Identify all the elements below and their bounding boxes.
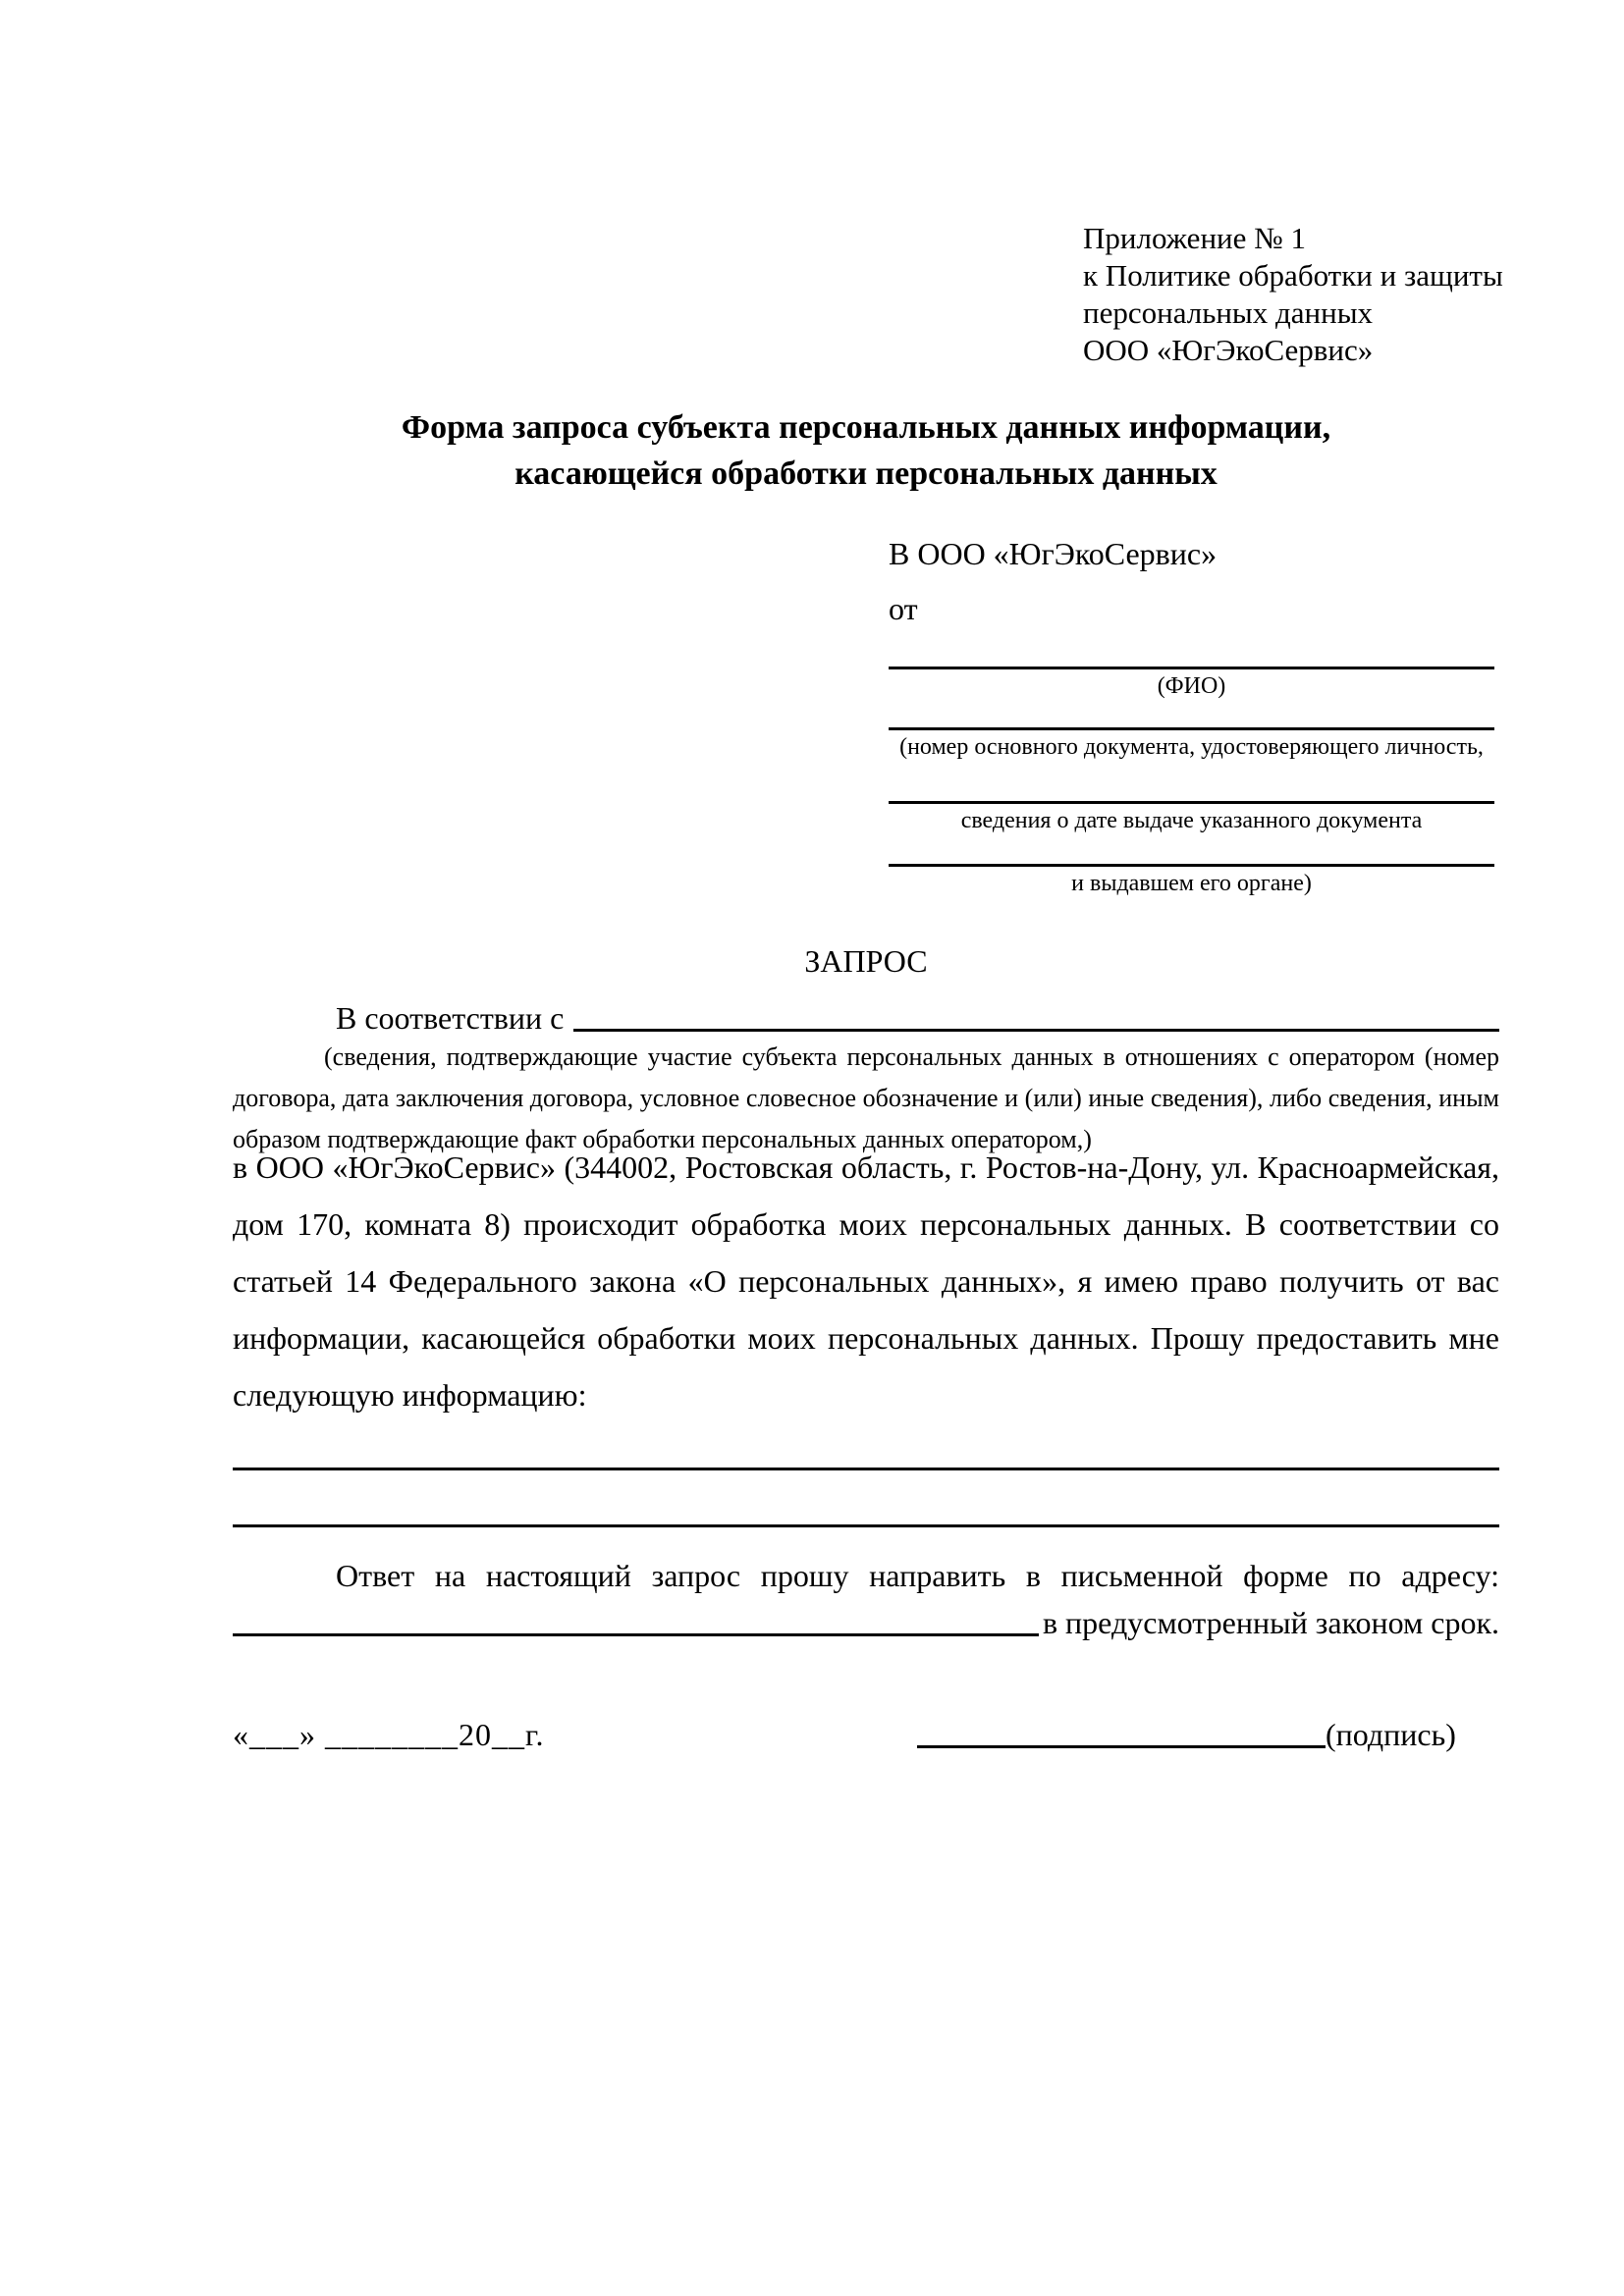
- annex-header: [1083, 220, 1503, 369]
- page-title-line-1: Форма запроса субъекта персональных данных информации,: [401, 409, 1331, 446]
- info-blank-line-2: [233, 1524, 1499, 1527]
- document-number-caption: (номер основного документа, удостоверяющего личность,: [899, 734, 1484, 760]
- document-issue-date-caption: сведения о дате выдаче указанного документа: [960, 808, 1423, 833]
- fio-caption: (ФИО): [1157, 673, 1226, 699]
- annex-header-line: к Политике обработки и защиты: [1083, 258, 1503, 293]
- address-blank-line: [233, 1633, 1039, 1636]
- request-heading: ЗАПРОС: [804, 943, 928, 979]
- issuing-authority-blank-line: [889, 864, 1494, 867]
- page-title: [233, 404, 1499, 497]
- intro-blank-line: [573, 1029, 1499, 1032]
- signature-row: [917, 1710, 1499, 1753]
- document-issue-date-blank-line: [889, 801, 1494, 804]
- intro-row: [233, 993, 1499, 1037]
- info-blank-line-1: [233, 1468, 1499, 1470]
- annex-header-line: ООО «ЮгЭкоСервис»: [1083, 333, 1374, 367]
- date-line: «___» ________20__г.: [233, 1717, 545, 1752]
- closing-phrase: в предусмотренный законом срок.: [1042, 1605, 1499, 1640]
- addressee-from-label: от: [889, 591, 918, 626]
- page-title-line-2: касающейся обработки персональных данных: [514, 455, 1218, 492]
- address-row: [233, 1598, 1499, 1641]
- addressee-to: В ООО «ЮгЭкоСервис»: [889, 536, 1218, 571]
- signature-caption: (подпись): [1326, 1717, 1456, 1752]
- annex-header-line: Приложение № 1: [1083, 221, 1306, 255]
- annex-header-line: персональных данных: [1083, 295, 1374, 330]
- issuing-authority-caption: и выдавшем его органе): [1071, 871, 1312, 896]
- answer-paragraph: Ответ на настоящий запрос прошу направить в письменной форме по адресу:: [336, 1558, 1499, 1593]
- intro-label: В соответствии с: [336, 1000, 565, 1036]
- document-number-blank-line: [889, 727, 1494, 730]
- signature-blank-line: [917, 1745, 1326, 1748]
- fio-blank-line: [889, 667, 1494, 669]
- body-paragraph: в ООО «ЮгЭкоСервис» (344002, Ростовская область, г. Ростов-на-Дону, ул. Красноармейская, дом 170, комната 8) происходит обработка моих персональных данных. В соответствии со статьей 14 Федерального закона «О персональных данных», я имею право получить от вас информации, касающейся обработки моих персональных данных. Прошу предоставить мне следующую информацию:: [233, 1149, 1499, 1413]
- explanatory-note: (сведения, подтверждающие участие субъекта персональных данных в отношениях с оператором (номер договора, дата заключения договора, условное словесное обозначение и (или) иные сведения), либо сведения, иным образом подтверждающие факт обработки персональных данных оператором,): [233, 1042, 1499, 1153]
